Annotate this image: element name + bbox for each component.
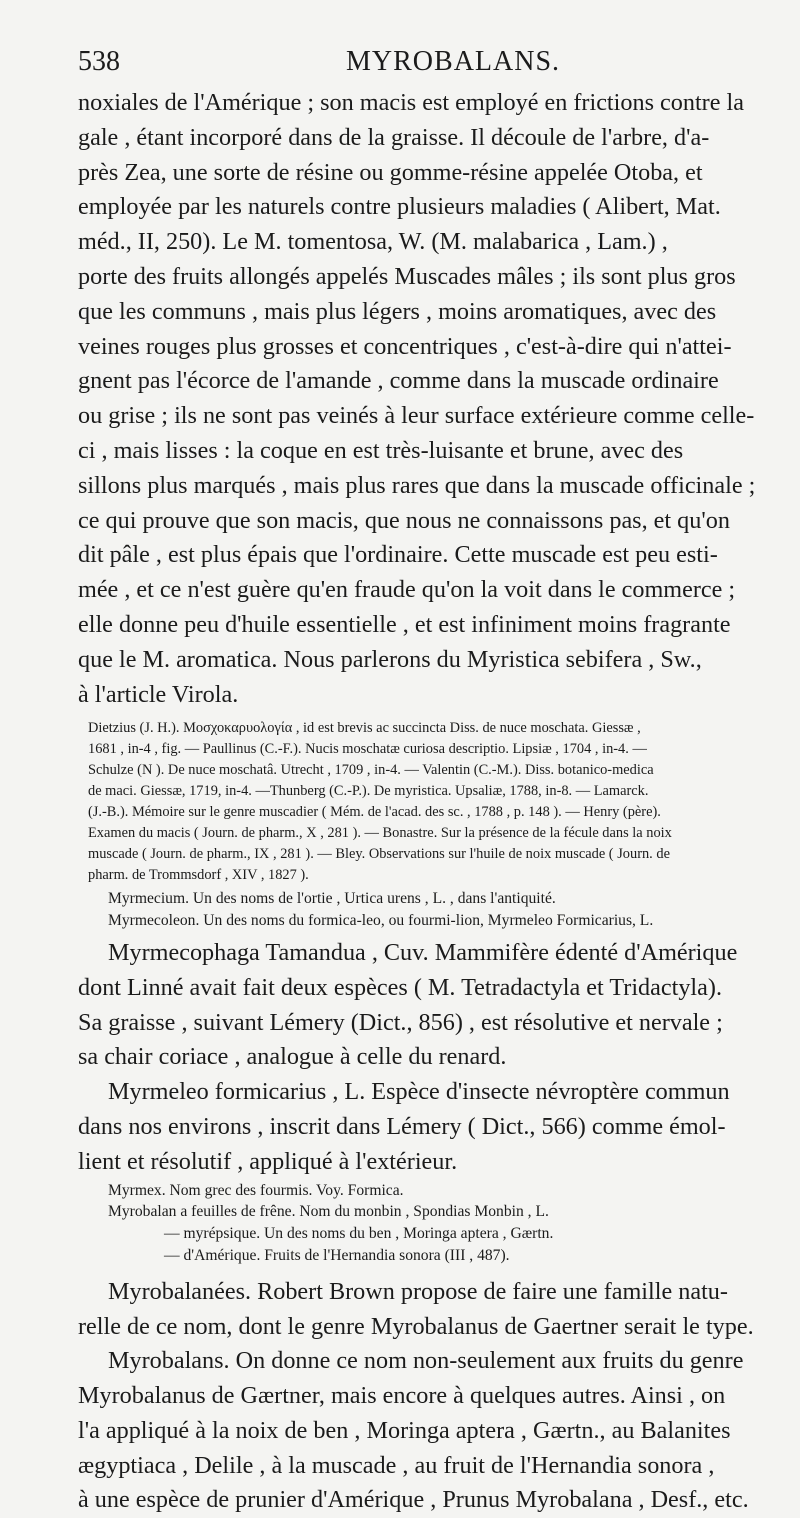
text-line: ce qui prouve que son macis, que nous ne connaissons pas, et qu'on	[78, 506, 730, 534]
entry-myrmecium: Myrmecium. Un des noms de l'ortie , Urtica urens , L. , dans l'antiquité.	[108, 890, 556, 908]
entry-myrobalan-feuilles-de-frene: Myrobalan a feuilles de frêne. Nom du monbin , Spondias Monbin , L.	[108, 1203, 549, 1221]
text-line: à l'article Virola.	[78, 680, 239, 708]
text-line: près Zea, une sorte de résine ou gomme-résine appelée Otoba, et	[78, 158, 703, 186]
text-line: Myrmecophaga Tamandua , Cuv. Mammifère édenté d'Amérique	[108, 938, 738, 966]
text-line: à une espèce de prunier d'Amérique , Prunus Myrobalana , Desf., etc.	[78, 1486, 749, 1514]
text-line: mée , et ce n'est guère qu'en fraude qu'on la voit dans le commerce ;	[78, 576, 736, 604]
entry-myrmeleo	[78, 1075, 788, 1179]
text-line: gale , étant incorporé dans de la graisse. Il découle de l'arbre, d'a-	[78, 123, 710, 151]
text-line: ci , mais lisses : la coque en est très-luisante et brune, avec des	[78, 436, 684, 464]
entry-myrmecophaga	[78, 936, 788, 1075]
main-paragraph	[78, 86, 788, 712]
text-line: Myrobalanées. Robert Brown propose de faire une famille natu-	[108, 1277, 728, 1305]
text-line: dit pâle , est plus épais que l'ordinaire. Cette muscade est peu esti-	[78, 541, 718, 569]
bibliography-line: Dietzius (J. H.). Μοσχοκαρυολογία , id est brevis ac succincta Diss. de nuce moschata. Giessæ ,	[88, 720, 641, 737]
entry-myrobalanees	[78, 1275, 788, 1345]
bibliography-line: 1681 , in-4 , fig. — Paullinus (C.-F.). Nucis moschatæ curiosa descriptio. Lipsiæ , 1704 , in-4. —	[88, 741, 647, 758]
text-line: Myrobalans. On donne ce nom non-seulement aux fruits du genre	[108, 1347, 744, 1375]
text-line: que les communs , mais plus légers , moins aromatiques, avec des	[78, 297, 717, 325]
bibliography	[88, 718, 788, 886]
text-line: elle donne peu d'huile essentielle , et est infiniment moins fragrante	[78, 610, 731, 638]
entries-myrmex-myrobalan	[108, 1180, 788, 1267]
text-line: Myrobalanus de Gærtner, mais encore à quelques autres. Ainsi , on	[78, 1382, 726, 1410]
bibliography-line: (J.-B.). Mémoire sur le genre muscadier ( Mém. de l'acad. des sc. , 1788 , p. 148 ). — Henry (père).	[88, 804, 661, 821]
entry-myrobalan-d-amerique: — d'Amérique. Fruits de l'Hernandia sonora (III , 487).	[164, 1246, 510, 1264]
bibliography-line: pharm. de Trommsdorf , XIV , 1827 ).	[88, 867, 309, 884]
bibliography-line: Schulze (N ). De nuce moschatâ. Utrecht , 1709 , in-4. — Valentin (C.-M.). Diss. botanico-medica	[88, 762, 654, 779]
text-line: employée par les naturels contre plusieurs maladies ( Alibert, Mat.	[78, 193, 721, 221]
page-header	[78, 46, 788, 86]
text-line: dont Linné avait fait deux espèces ( M. Tetradactyla et Tridactyla).	[78, 973, 722, 1001]
text-line: méd., II, 250). Le M. tomentosa, W. (M. malabarica , Lam.) ,	[78, 228, 668, 256]
entry-myrobalan-myrepsique: — myrépsique. Un des noms du ben , Moringa aptera , Gærtn.	[164, 1225, 554, 1243]
bibliography-line: de maci. Giessæ, 1719, in-4. —Thunberg (C.-P.). De myristica. Upsaliæ, 1788, in-8. — Lamarck.	[88, 783, 649, 800]
text-line: lient et résolutif , appliqué à l'extérieur.	[78, 1147, 458, 1175]
text-line: noxiales de l'Amérique ; son macis est employé en frictions contre la	[78, 89, 744, 116]
text-line: ægyptiaca , Delile , à la muscade , au fruit de l'Hernandia sonora ,	[78, 1451, 715, 1479]
text-line: l'a appliqué à la noix de ben , Moringa aptera , Gærtn., au Balanites	[78, 1416, 731, 1444]
text-line: relle de ce nom, dont le genre Myrobalanus de Gaertner serait le type.	[78, 1312, 754, 1340]
text-line: gnent pas l'écorce de l'amande , comme dans la muscade ordinaire	[78, 367, 719, 395]
text-line: sa chair coriace , analogue à celle du renard.	[78, 1043, 507, 1071]
text-line: sillons plus marqués , mais plus rares que dans la muscade officinale ;	[78, 471, 756, 499]
bibliography-line: Examen du macis ( Journ. de pharm., X , 281 ). — Bonastre. Sur la présence de la fécule dans la noix	[88, 825, 672, 842]
text-line: Sa graisse , suivant Lémery (Dict., 856) , est résolutive et nervale ;	[78, 1008, 723, 1036]
text-line: dans nos environs , inscrit dans Lémery ( Dict., 566) comme émol-	[78, 1112, 726, 1140]
entry-myrobalans	[78, 1344, 788, 1518]
entry-myrmex: Myrmex. Nom grec des fourmis. Voy. Formica.	[108, 1181, 404, 1199]
text-line: Myrmeleo formicarius , L. Espèce d'insecte névroptère commun	[108, 1078, 730, 1106]
running-title: MYROBALANS.	[346, 46, 561, 77]
text-line: veines rouges plus grosses et concentriques , c'est-à-dire qui n'attei-	[78, 332, 732, 360]
entry-myrmecoleon: Myrmecoleon. Un des noms du formica-leo, ou fourmi-lion, Myrmeleo Formicarius, L.	[108, 912, 654, 930]
text-line: ou grise ; ils ne sont pas veinés à leur surface extérieure comme celle-	[78, 402, 755, 430]
page-number: 538	[78, 46, 120, 77]
bibliography-line: muscade ( Journ. de pharm., IX , 281 ). — Bley. Observations sur l'huile de noix muscade ( Journ. de	[88, 846, 670, 863]
text-line: porte des fruits allongés appelés Muscades mâles ; ils sont plus gros	[78, 262, 736, 290]
entries-myrmecium-myrmecoleon	[108, 888, 788, 932]
text-line: que le M. aromatica. Nous parlerons du Myristica sebifera , Sw.,	[78, 645, 702, 673]
